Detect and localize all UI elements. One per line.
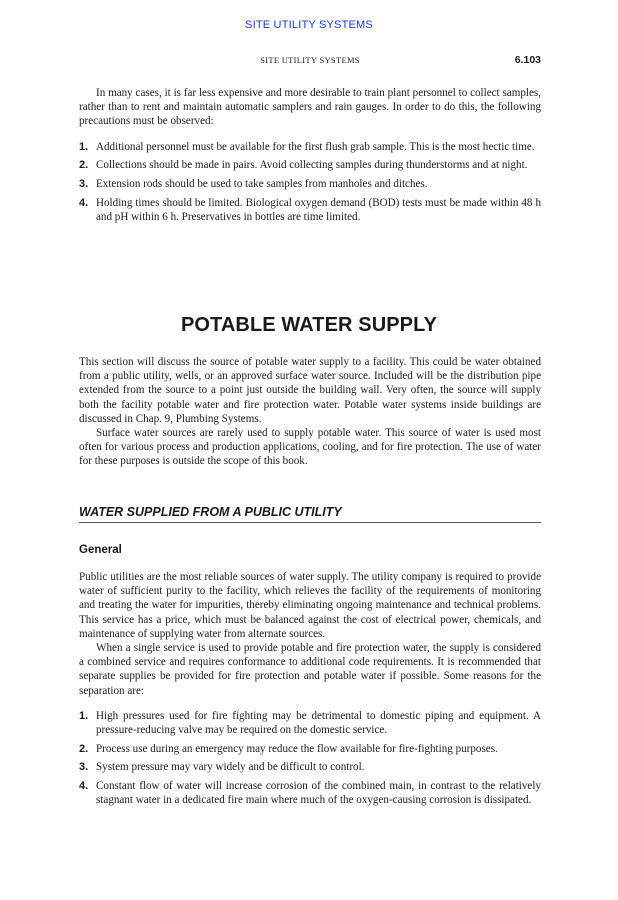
list-item	[79, 158, 541, 172]
section-heading: POTABLE WATER SUPPLY	[180, 314, 438, 336]
list-text: Process use during an emergency may reduce the flow available for fire-fighting purposes.	[96, 742, 498, 755]
general-body	[79, 570, 541, 812]
section-paragraph-1: This section will discuss the source of potable water supply to a facility. This could be water obtained from a public utility, wells, or an approved surface water source. Included will be the distribution pipe extended from the source to a point just outside the building wall. Very often, the source will supply both the facility potable water and fire protection water. Potable water systems inside buildings are discussed in Chap. 9, Plumbing Systems.	[79, 356, 541, 425]
list-text: Additional personnel must be available for the first flush grab sample. This is the most hectic time.	[96, 140, 535, 153]
list-text: Holding times should be limited. Biological oxygen demand (BOD) tests must be made within 48 h and pH within 6 h. Preservatives in bottles are time limited.	[96, 196, 541, 223]
list-item	[79, 779, 541, 807]
subsection-heading: WATER SUPPLIED FROM A PUBLIC UTILITY	[79, 505, 541, 523]
page-number: 6.103	[514, 54, 541, 66]
list-number: 3.	[79, 178, 89, 191]
list-number: 3.	[79, 761, 89, 774]
separation-reasons-list	[79, 709, 541, 808]
list-item	[79, 709, 541, 737]
list-item	[79, 196, 541, 224]
list-item	[79, 760, 541, 774]
list-number: 1.	[79, 140, 89, 153]
top-banner: SITE UTILITY SYSTEMS	[245, 19, 373, 31]
list-item	[79, 140, 541, 154]
general-paragraph-2: When a single service is used to provide potable and fire protection water, the supply is considered a combined service and requires conformance to additional code requirements. It is recommended that separate supplies be provided for fire protection and potable water if possible. Some reasons for the separation are:	[79, 642, 541, 697]
section-body	[79, 355, 541, 469]
general-paragraph-1: Public utilities are the most reliable sources of water supply. The utility company is required to provide water of sufficient purity to the facility, which relieves the facility of the requirements of monitoring and treating the water for impurities, thereby eliminating ongoing maintenance and technical problems. This service has a price, which must be balanced against the cost of electrical power, chemicals, and maintenance of supplying water from alternate sources.	[79, 571, 541, 640]
list-text: Constant flow of water will increase corrosion of the combined main, in contrast to the relatively stagnant water in a dedicated fire main where much of the oxygen-causing corrosion is dissipated.	[96, 780, 541, 807]
section-paragraph-2: Surface water sources are rarely used to supply potable water. This source of water is used most often for various process and production applications, cooling, and for fire protection. The use of water for these purposes is outside the scope of this book.	[79, 427, 541, 468]
list-text: High pressures used for fire fighting may be detrimental to domestic piping and equipment. A pressure-reducing valve may be required on the domestic service.	[96, 709, 541, 737]
list-text: Extension rods should be used to take samples from manholes and ditches.	[96, 178, 428, 191]
list-number: 2.	[79, 742, 89, 755]
list-number: 1.	[79, 709, 89, 722]
running-head	[79, 55, 541, 69]
list-number: 4.	[79, 196, 89, 209]
precautions-list	[79, 140, 541, 225]
list-item	[79, 177, 541, 191]
running-head-title: SITE UTILITY SYSTEMS	[260, 55, 360, 65]
intro-paragraph: In many cases, it is far less expensive and more desirable to train plant personnel to collect samples, rather than to rent and maintain automatic samplers and rain gauges. In order to do this, the following precautions must be observed:	[79, 87, 541, 128]
list-text: Collections should be made in pairs. Avoid collecting samples during thunderstorms and at night.	[96, 159, 528, 172]
list-number: 2.	[79, 159, 89, 172]
list-number: 4.	[79, 780, 89, 793]
list-item	[79, 742, 541, 756]
general-heading: General	[79, 544, 122, 556]
list-text: System pressure may vary widely and be difficult to control.	[96, 761, 365, 774]
intro-block	[79, 86, 541, 229]
